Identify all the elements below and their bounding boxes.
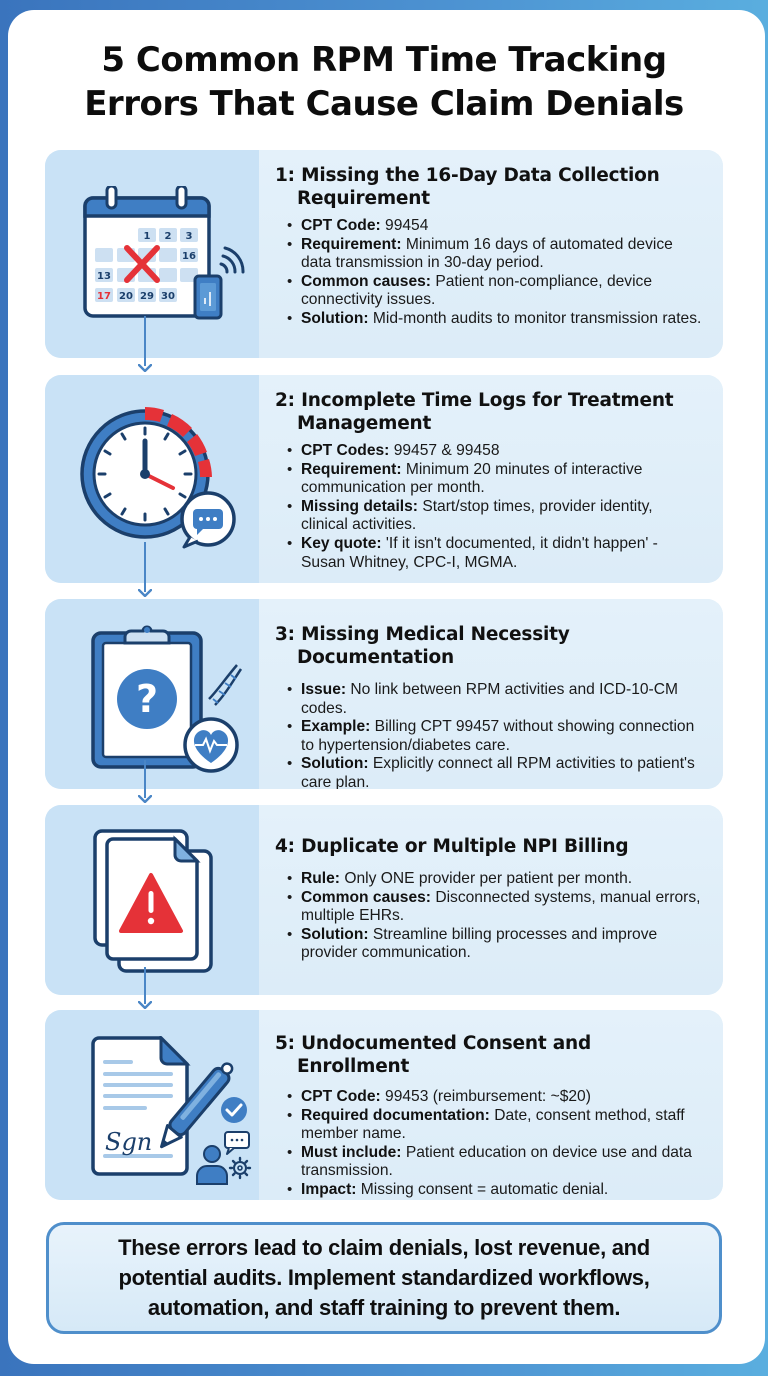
svg-text:17: 17 [97,291,111,302]
bullet-item: • Issue: No link between RPM activities and ICD-10-CM codes. [301,681,703,718]
section-4-heading: 4: Duplicate or Multiple NPI Billing [275,836,629,857]
section-1-icon-panel [45,150,259,358]
svg-text:20: 20 [119,291,133,302]
section-3-text-panel [259,599,723,789]
arrow-down-icon [138,1001,152,1009]
signed-document-pen-icon [87,1036,257,1186]
svg-text:29: 29 [140,291,154,302]
bullet-item: • Requirement: Minimum 20 minutes of interactive communication per month. [301,461,703,498]
section-4-text-panel [259,805,723,995]
bullet-item: • CPT Codes: 99457 & 99458 [301,442,703,461]
bullet-item: • Common causes: Disconnected systems, manual errors, multiple EHRs. [301,889,703,926]
section-card-1 [45,150,723,358]
section-1-bullet-list [275,217,703,329]
section-3-bullet-list [275,681,703,789]
bullet-item: • Rule: Only ONE provider per patient per month. [301,870,703,889]
flow-arrow-line [144,542,146,592]
bullet-item: • Impact: Missing consent = automatic denial. [301,1181,703,1200]
svg-text:?: ? [135,677,159,721]
bullet-item: • Solution: Streamline billing processes and improve provider communication. [301,926,703,963]
section-card-2 [45,375,723,583]
section-card-4 [45,805,723,995]
arrow-down-icon [138,795,152,803]
title-line-2: Errors That Cause Claim Denials [84,84,684,124]
section-5-icon-panel [45,1010,259,1200]
section-5-bullet-list [275,1088,703,1200]
arrow-down-icon [138,364,152,372]
flow-arrow-line [144,967,146,1004]
section-1-text-panel [259,150,723,358]
bullet-item: • Missing details: Start/stop times, provider identity, clinical activities. [301,498,703,535]
flow-arrow-line [144,316,146,366]
clock-chat-icon [77,401,247,561]
arrow-down-icon [138,589,152,597]
section-2-bullet-list [275,442,703,572]
section-2-text-panel [259,375,723,583]
svg-text:Sgn: Sgn [105,1128,153,1156]
duplicate-document-warning-icon [91,827,216,977]
svg-text:13: 13 [97,271,111,282]
section-card-5 [45,1010,723,1200]
svg-text:30: 30 [161,291,175,302]
bullet-item: • Must include: Patient education on device use and data transmission. [301,1144,703,1181]
bullet-item: • CPT Code: 99454 [301,217,703,236]
section-1-heading: 1: Missing the 16-Day Data Collection Requirement [275,165,660,209]
clipboard-question-icon [89,619,249,779]
summary-callout [46,1222,722,1334]
bullet-item: • Example: Billing CPT 99457 without showing connection to hypertension/diabetes care. [301,718,703,755]
calendar-phone-icon [81,186,251,326]
svg-text:2: 2 [164,231,172,242]
bullet-item: • Solution: Explicitly connect all RPM activities to patient's care plan. [301,755,703,789]
bullet-item: • Required documentation: Date, consent method, staff member name. [301,1107,703,1144]
svg-text:3: 3 [185,231,193,242]
bullet-item: • Key quote: 'If it isn't documented, it didn't happen' - Susan Whitney, CPC-I, MGMA. [301,535,703,572]
bullet-item: • Requirement: Minimum 16 days of automated device data transmission in 30-day period. [301,236,703,273]
section-3-icon-panel [45,599,259,789]
section-4-icon-panel [45,805,259,995]
section-2-icon-panel [45,375,259,583]
page-title [0,38,768,126]
summary-text: These errors lead to claim denials, lost revenue, and potential audits. Implement standardized workflows, automation, and staff training to prevent them. [118,1235,650,1320]
flow-arrow-line [144,760,146,798]
bullet-item: • Common causes: Patient non-compliance, device connectivity issues. [301,273,703,310]
section-3-heading: 3: Missing Medical Necessity Documentation [275,624,570,668]
title-line-1: 5 Common RPM Time Tracking [101,40,667,80]
section-5-text-panel [259,1010,723,1200]
svg-text:1: 1 [143,231,151,242]
section-2-heading: 2: Incomplete Time Logs for Treatment Management [275,390,674,434]
section-4-bullet-list [275,870,703,963]
section-card-3 [45,599,723,789]
bullet-item: • Solution: Mid-month audits to monitor transmission rates. [301,310,703,329]
bullet-item: • CPT Code: 99453 (reimbursement: ~$20) [301,1088,703,1107]
section-5-heading: 5: Undocumented Consent and Enrollment [275,1033,592,1077]
svg-text:16: 16 [182,251,196,262]
